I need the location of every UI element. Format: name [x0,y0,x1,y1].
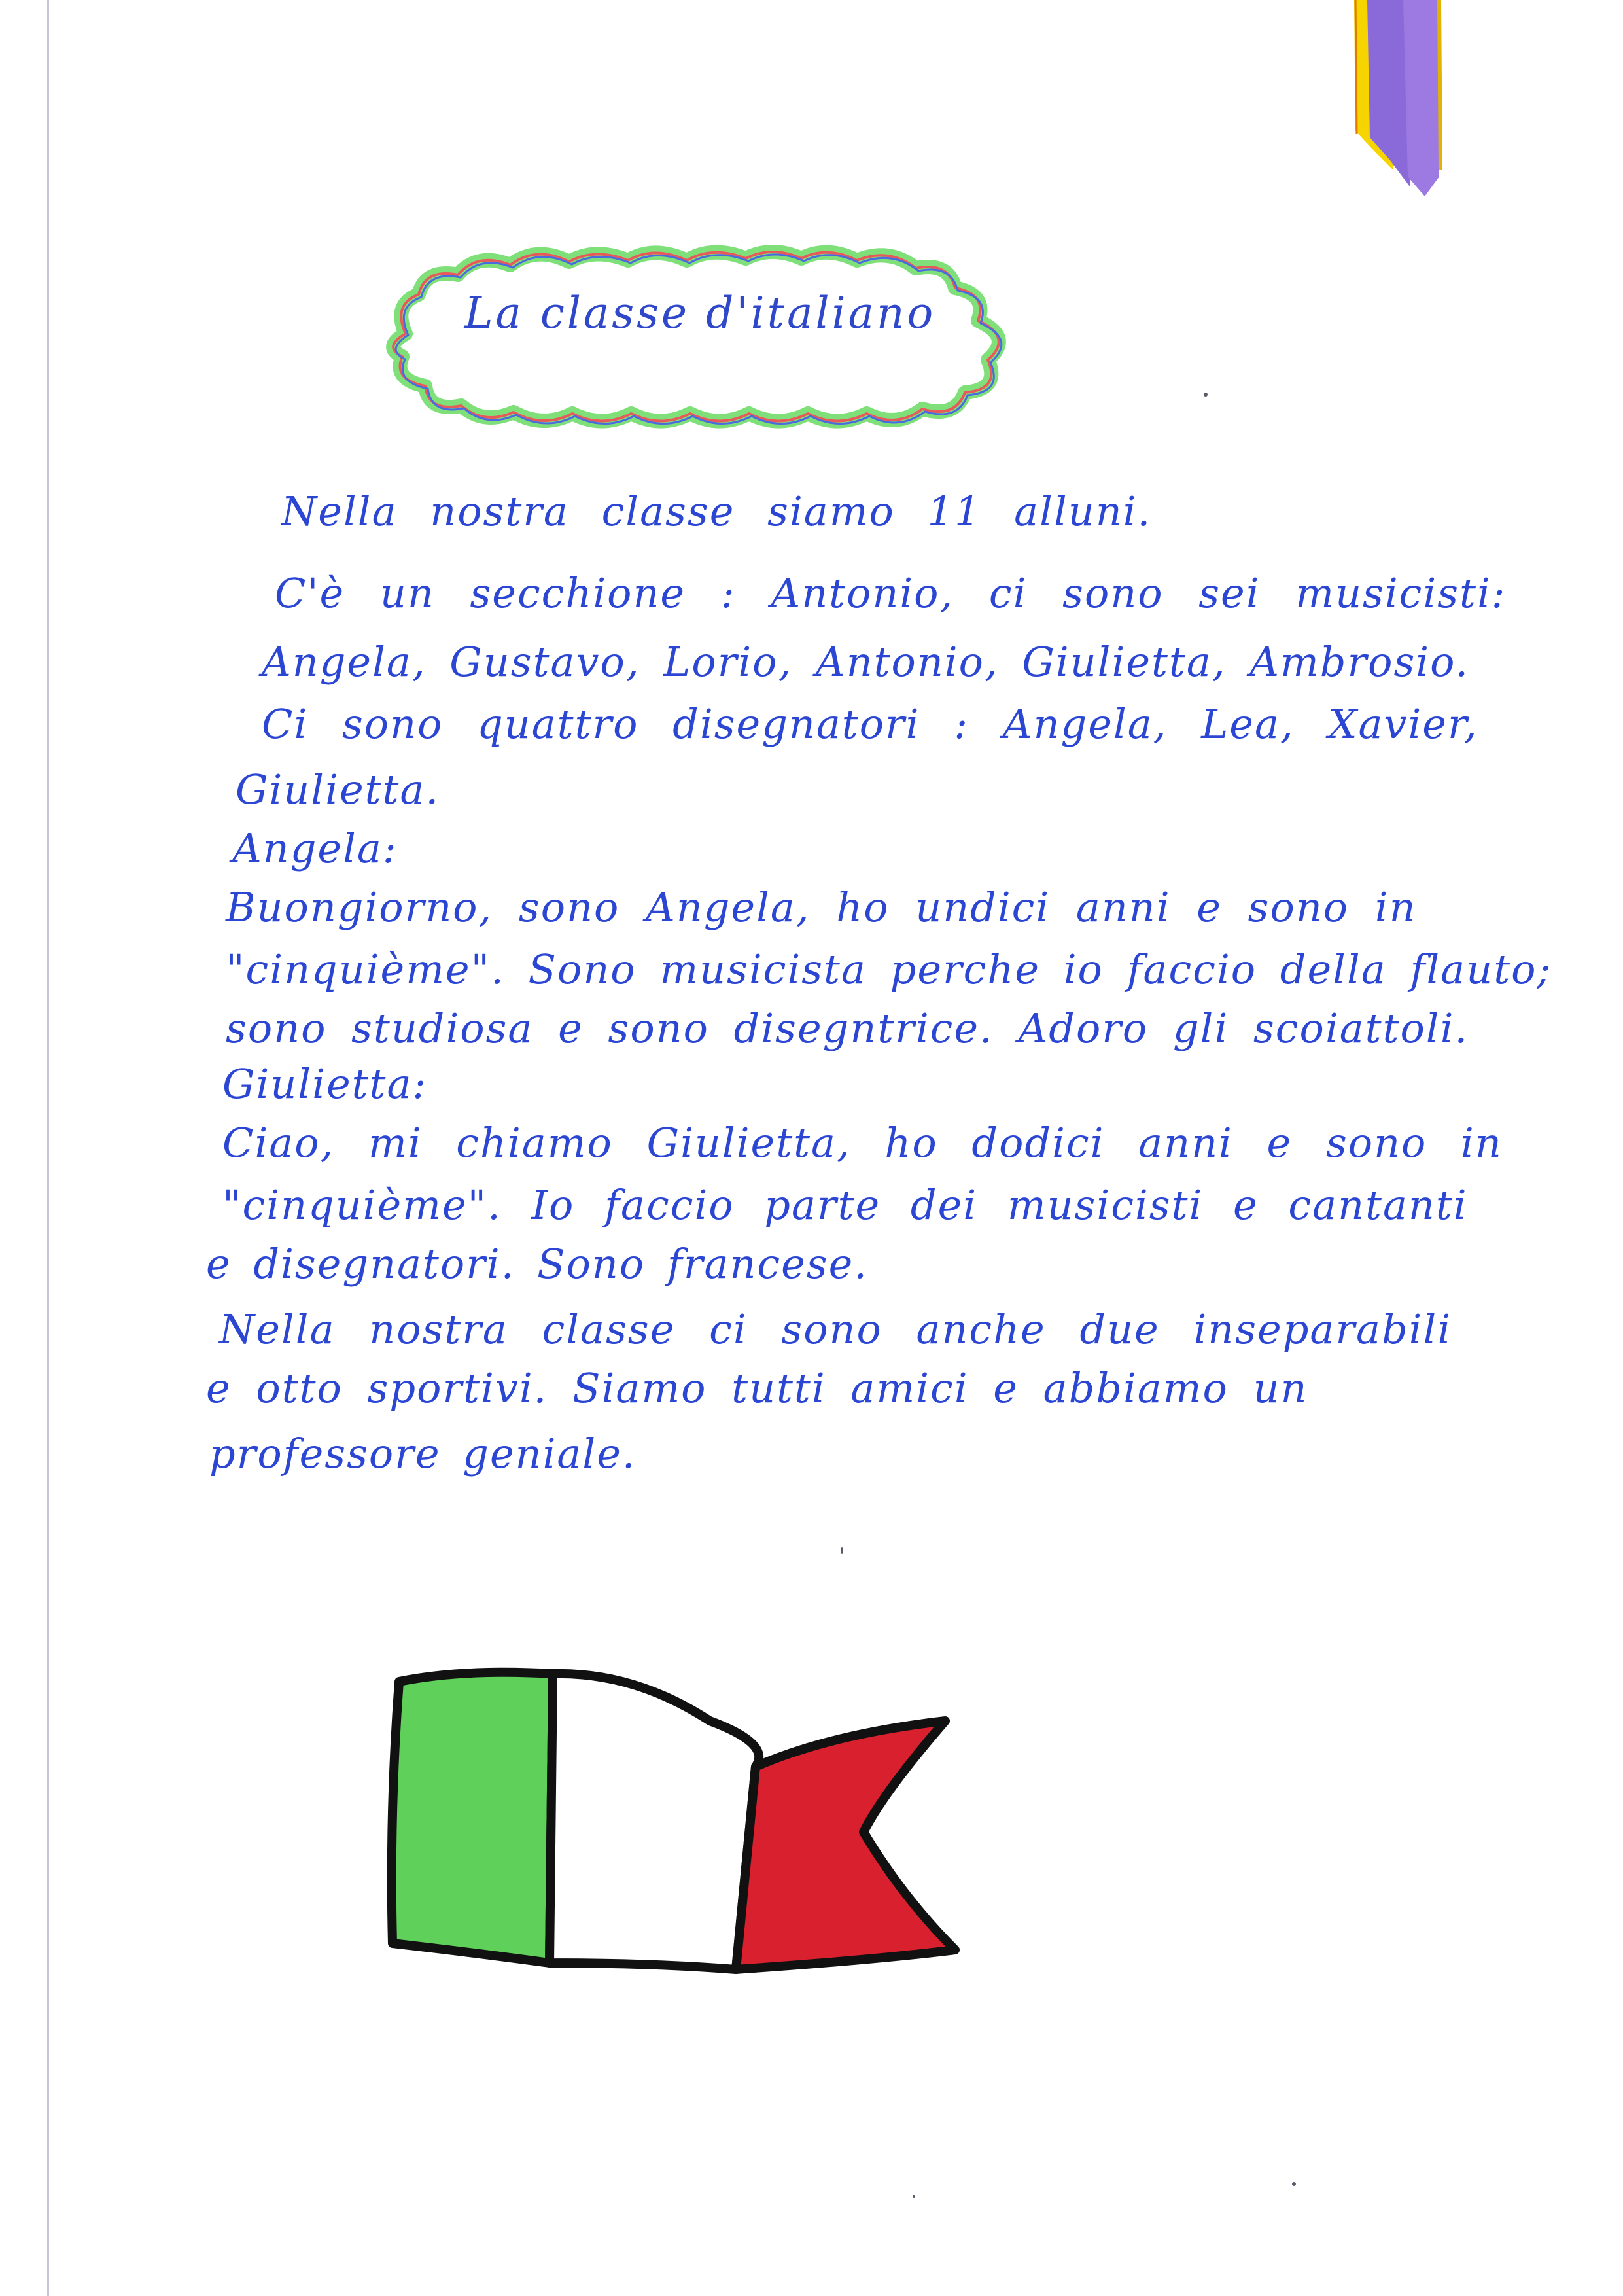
text-line: C'è un secchione : Antonio, ci sono sei musicisti: [275,569,1507,617]
ribbon-bookmark [1348,0,1465,209]
paper-speck [841,1547,843,1554]
paper-speck [1204,393,1208,397]
text-line: Ciao, mi chiamo Giulietta, ho dodici anni e sono in [222,1119,1503,1167]
text-line: Nella nostra classe siamo 11 alluni. [281,487,1152,535]
text-line: "cinquième". Io faccio parte dei musicisti e cantanti [222,1181,1468,1229]
italian-flag-drawing [379,1655,975,1989]
text-line: "cinquième". Sono musicista perche io faccio della flauto; [226,945,1552,993]
text-line: e otto sportivi. Siamo tutti amici e abbiamo un [206,1364,1308,1412]
page-margin-line [47,0,49,2296]
flag-green-stripe [392,1672,553,1963]
text-line: Ci sono quattro disegnatori : Angela, Lea, Xavier, [262,700,1478,748]
text-line: Angela, Gustavo, Lorio, Antonio, Giulietta, Ambrosio. [262,638,1470,686]
text-line: Giulietta. [236,766,440,813]
text-line: Buongiorno, sono Angela, ho undici anni e sono in [226,883,1417,931]
paper-speck [1292,2182,1296,2186]
text-line: Nella nostra classe ci sono anche due inseparabili [219,1305,1452,1353]
flag-red-stripe [736,1721,955,1969]
flag-white-stripe [550,1674,759,1969]
text-line: sono studiosa e sono disegntrice. Adoro gli scoiattoli. [226,1004,1469,1052]
page-title: La classe d'italiano [464,288,936,338]
text-line: professore geniale. [209,1430,637,1477]
speaker-heading-angela: Angela: [232,824,398,872]
text-line: e disegnatori. Sono francese. [206,1240,869,1288]
paper-speck [913,2195,915,2198]
speaker-heading-giulietta: Giulietta: [222,1060,428,1108]
